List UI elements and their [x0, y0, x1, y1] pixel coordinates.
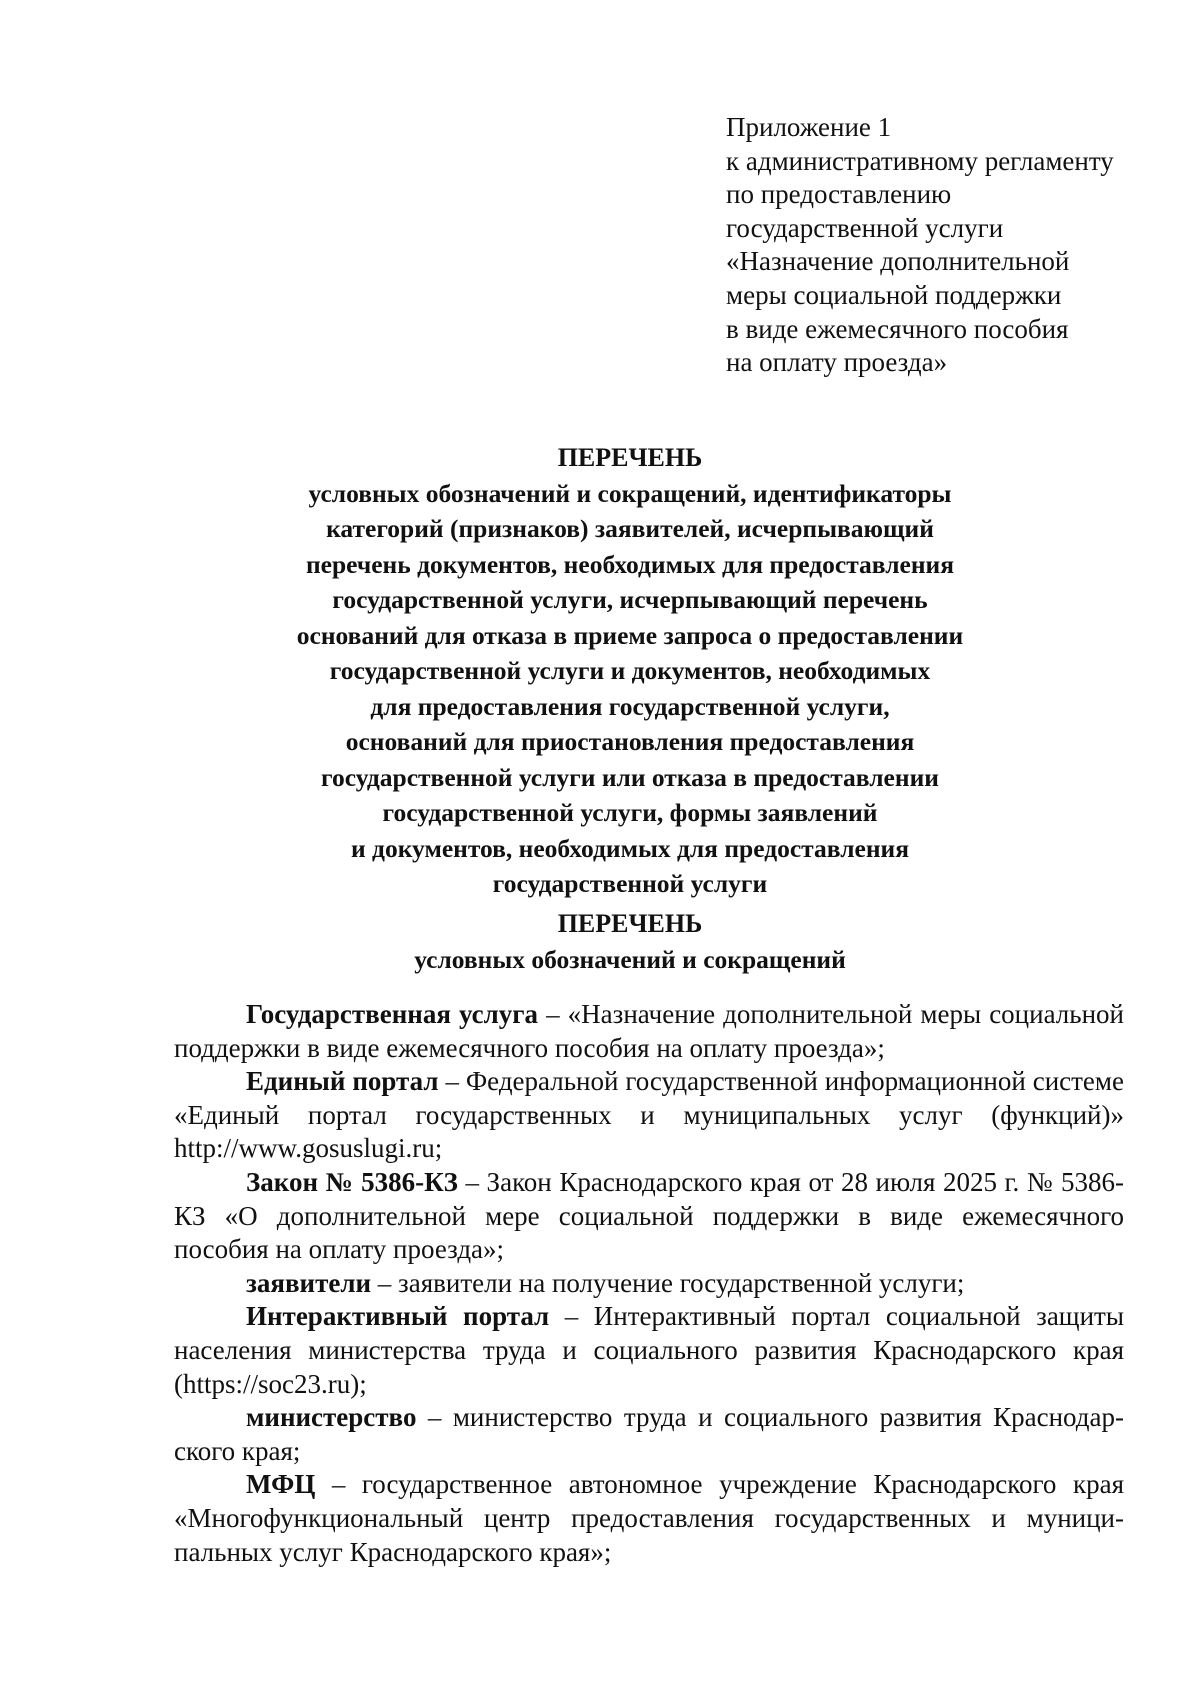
- title-line: и документов, необходимых для предоставления: [350, 833, 910, 863]
- appendix-line: к административному регламенту: [726, 145, 1114, 176]
- definition-item: [174, 998, 1124, 1065]
- appendix-line: государственной услуги: [726, 212, 1004, 243]
- appendix-line: на оплату проезда»: [726, 347, 948, 378]
- appendix-line: Приложение 1: [726, 112, 892, 142]
- definition-term: министерство: [246, 1402, 417, 1433]
- definition-text: – Федеральной государственной информационной системе «Единый портал государственных и муниципальных услуг (функций)» http://www.gosuslugi.ru;: [174, 1066, 1124, 1164]
- definition-text: – Закон Краснодарского края от 28 июля 2025 г. № 5386-КЗ «О дополнительной мере социальной поддержки в виде ежемесячного пособия на оплату проезда»;: [174, 1166, 1125, 1265]
- definition-item: [174, 1300, 1124, 1401]
- document-title: [180, 440, 1080, 902]
- title-line: оснований для отказа в приеме запроса о предоставлении: [296, 620, 964, 650]
- definition-term: Государственная услуга: [246, 999, 539, 1029]
- appendix-line: в виде ежемесячного пособия: [726, 313, 1069, 344]
- appendix-line: по предоставлению: [726, 179, 952, 210]
- definition-text: – министерство труда и социального развития Краснодарского края;: [174, 1402, 1124, 1466]
- appendix-note: [726, 111, 1146, 380]
- definition-item: [174, 1401, 1124, 1468]
- title-line: условных обозначений и сокращений, идентификаторы: [308, 478, 952, 508]
- definition-item: [174, 1065, 1124, 1166]
- title-line: государственной услуги, исчерпывающий перечень: [332, 585, 928, 614]
- definition-text: – заявители на получение государственной услуги;: [371, 1267, 965, 1298]
- definition-text: – Интерактивный портал социальной защиты населения министерства труда и социального развития Краснодарского края (https://soc23.ru);: [174, 1301, 1124, 1399]
- title-line: категорий (признаков) заявителей, исчерпывающий: [326, 514, 934, 543]
- title-line: оснований для приостановления предоставления: [345, 727, 915, 756]
- title-line: перечень документов, необходимых для предоставления: [305, 549, 955, 579]
- title-line: государственной услуги и документов, необходимых: [329, 656, 931, 685]
- definition-term: Единый портал: [246, 1066, 439, 1097]
- definition-term: Интерактивный портал: [246, 1301, 550, 1332]
- definition-text: – государственное автономное учреждение Краснодарского края «Многофункциональный центр предоставления государственных и муниципальных услуг Краснодарского края»;: [174, 1469, 1124, 1567]
- title-heading: ПЕРЕЧЕНЬ: [557, 443, 703, 472]
- definition-term: МФЦ: [246, 1469, 316, 1500]
- title-line: для предоставления государственной услуги,: [370, 691, 890, 721]
- title-line: государственной услуги или отказа в предоставлении: [321, 762, 939, 792]
- section-heading: ПЕРЕЧЕНЬ: [557, 909, 703, 938]
- title-line: государственной услуги: [492, 869, 768, 898]
- definition-item: [174, 1166, 1124, 1267]
- appendix-line: меры социальной поддержки: [726, 279, 1062, 310]
- title-line: государственной услуги, формы заявлений: [382, 798, 878, 827]
- section-title: [180, 906, 1080, 977]
- definitions-list: [174, 998, 1124, 1569]
- definition-text: – «Назначение дополнительной меры социальной поддержки в виде ежемесячного пособия на оплату проезда»;: [174, 999, 1124, 1063]
- definition-item: [174, 1267, 1124, 1301]
- definition-term: Закон № 5386-КЗ: [246, 1166, 458, 1197]
- definition-item: [174, 1468, 1124, 1569]
- definition-term: заявители: [246, 1267, 372, 1298]
- appendix-line: «Назначение дополнительной: [726, 246, 1070, 277]
- section-subheading: условных обозначений и сокращений: [414, 944, 846, 974]
